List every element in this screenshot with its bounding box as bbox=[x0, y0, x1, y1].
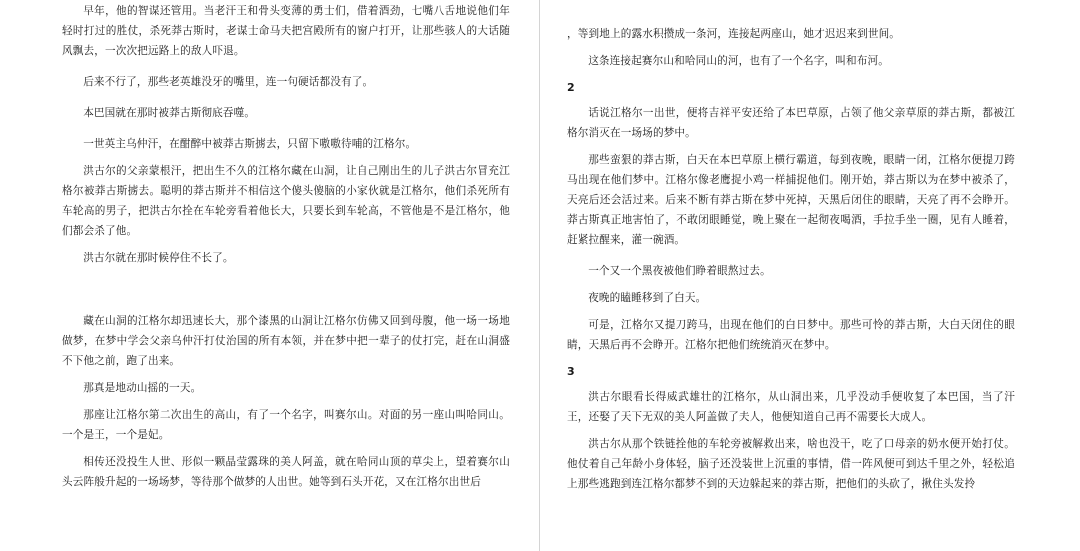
page-gutter bbox=[539, 0, 540, 551]
paragraph: 洪古尔的父亲蒙根汗，把出生不久的江格尔藏在山洞，让自己刚出生的儿子洪古尔冒充江格尔被莽古斯掳去。聪明的莽古斯并不相信这个傻头傻脑的小家伙就是江格尔，他们杀死所有车轮高的男子，把洪古尔拴在车轮旁看着他长大，只要长到车轮高，不管他是不是江格尔，他们都会杀了他。 bbox=[62, 165, 510, 237]
paragraph: 洪古尔眼看长得威武雄壮的江格尔，从山洞出来，几乎没动手便收复了本巴国，当了汗王，还娶了天下无双的美人阿盖做了夫人，他便知道自己再不需要长大成人。 bbox=[567, 391, 1015, 423]
paragraph: 后来不行了，那些老英雄没牙的嘴里，连一句硬话都没有了。 bbox=[83, 76, 374, 88]
paragraph: 那座让江格尔第二次出生的高山，有了一个名字，叫赛尔山。对面的另一座山叫哈同山。一个是王，一个是妃。 bbox=[62, 409, 510, 441]
paragraph: 早年，他的智谋还管用。当老汗王和骨头变薄的勇士们，借着酒劲，七嘴八舌地说他们年轻时打过的胜仗，杀死莽古斯时，老谋士命马夫把宫殿所有的窗户打开，让那些骇人的大话随风飘去，一次次把远路上的敌人吓退。 bbox=[62, 5, 510, 57]
paragraph: 一个又一个黑夜被他们睁着眼熬过去。 bbox=[588, 265, 771, 277]
left-page bbox=[0, 0, 539, 551]
paragraph: 相传还没投生人世、形似一颗晶莹露珠的美人阿盖，就在哈同山顶的草尖上，望着赛尔山头云阵般升起的一场场梦，等待那个做梦的人出世。她等到石头开花，又在江格尔出世后 bbox=[62, 456, 510, 488]
paragraph: 夜晚的瞌睡移到了白天。 bbox=[588, 292, 707, 304]
paragraph: 那真是地动山摇的一天。 bbox=[83, 382, 202, 394]
paragraph: 话说江格尔一出世，便将吉祥平安还给了本巴草原，占领了他父亲草原的莽古斯，都被江格尔消灭在一场场的梦中。 bbox=[567, 107, 1015, 139]
paragraph: 藏在山洞的江格尔却迅速长大，那个漆黑的山洞让江格尔仿佛又回到母腹，他一场一场地做梦，在梦中学会父亲乌仲汗打仗治国的所有本领，并在梦中把一辈子的仗打完，赶在山洞盛不下他之前，跑了出来。 bbox=[62, 315, 510, 367]
right-text-column bbox=[567, 24, 1015, 501]
left-text-column bbox=[62, 1, 510, 499]
paragraph: 这条连接起赛尔山和哈同山的河，也有了一个名字，叫和布河。 bbox=[588, 55, 890, 67]
paragraph: 洪古尔从那个铁链拴他的车轮旁被解救出来，啥也没干，吃了口母亲的奶水便开始打仗。他仗着自己年龄小身体轻，脑子还没装世上沉重的事情，借一阵风便可到达千里之外，轻松追上那些逃跑到连江格尔都梦不到的天边躲起来的莽古斯，把他们的头砍了，揪住头发拎 bbox=[567, 438, 1015, 490]
right-page bbox=[541, 0, 1080, 551]
paragraph-continuation: ，等到地上的露水积攒成一条河，连接起两座山，她才迟迟来到世间。 bbox=[567, 28, 901, 40]
paragraph: 可是，江格尔又提刀跨马，出现在他们的白日梦中。那些可怜的莽古斯，大白天闭住的眼睛，天黑后再不会睁开。江格尔把他们统统消灭在梦中。 bbox=[567, 319, 1015, 351]
paragraph: 本巴国就在那时被莽古斯彻底吞噬。 bbox=[83, 107, 256, 119]
section-number: 2 bbox=[567, 81, 575, 94]
paragraph: 那些蛮狠的莽古斯，白天在本巴草原上横行霸道，每到夜晚，眼睛一闭，江格尔便提刀跨马出现在他们梦中。江格尔像老鹰捉小鸡一样捕捉他们。刚开始，莽古斯以为在梦中被杀了，天亮后还会活过来。后来不断有莽古斯在梦中死掉，天黑后闭住的眼睛，天亮了再不会睁开。莽古斯真正地害怕了，不敢闭眼睡觉，晚上聚在一起彻夜喝酒，手拉手坐一圈，见有人睡着，赶紧拉醒来，灌一碗酒。 bbox=[567, 154, 1015, 246]
section-number: 3 bbox=[567, 365, 575, 378]
paragraph: 洪古尔就在那时候停住不长了。 bbox=[83, 252, 234, 264]
paragraph: 一世英主乌仲汗，在酣醉中被莽古斯掳去，只留下嗷嗷待哺的江格尔。 bbox=[83, 138, 417, 150]
